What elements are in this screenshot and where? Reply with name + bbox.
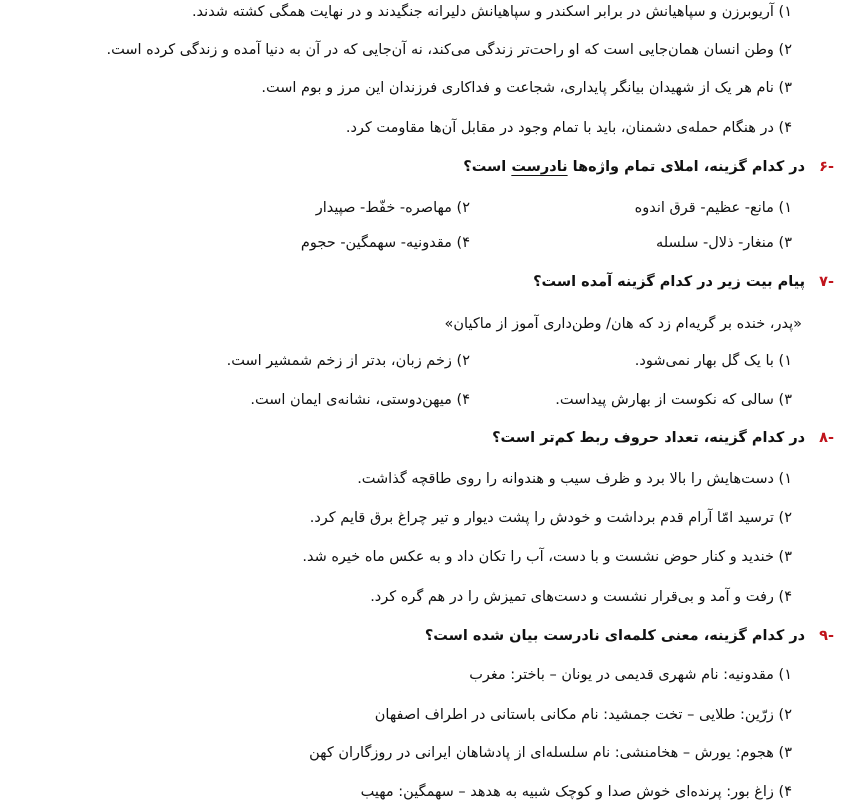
q9-option-4: ۴) زاغ بور: پرنده‌ای خوش صدا و کوچک شبیه به هدهد – سهمگین: مهیب [360,784,792,800]
question-number: -۹ [819,628,834,644]
q7-option-4: ۴) میهن‌دوستی، نشانه‌ی ایمان است. [250,392,470,408]
question-text: در کدام گزینه، املای تمام واژه‌ها [567,159,806,175]
q7-option-2: ۲) زخم زبان، بدتر از زخم شمشیر است. [226,353,470,369]
question-text: در کدام گزینه، تعداد حروف ربط کم‌تر است؟ [492,430,806,446]
q8-option-1: ۱) دست‌هایش را بالا برد و ظرف سیب و هندوانه را روی طاقچه گذاشت. [357,471,792,487]
q5-option-3: ۳) نام هر یک از شهیدان بیانگر پایداری، شجاعت و فداکاری فرزندان این مرز و بوم است. [261,80,792,96]
q7-quote: «پدر، خنده بر گریه‌ام زد که هان/ وطن‌داری آموز از ماکیان» [444,316,802,332]
q6-option-4: ۴) مقدونیه- سهمگین- حجوم [300,235,470,251]
q9-option-2: ۲) زرّین: طلایی – تخت جمشید: نام مکانی باستانی در اطراف اصفهان [374,707,792,723]
underlined-word: نادرست [511,159,568,175]
question-9 [425,626,834,646]
q7-option-3: ۳) سالی که نکوست از بهارش پیداست. [555,392,792,408]
q6-option-3: ۳) منغار- ذلال- سلسله [655,235,792,251]
q9-option-1: ۱) مقدونیه: نام شهری قدیمی در یونان – باختر: مغرب [469,667,792,683]
q8-option-3: ۳) خندید و کنار حوض نشست و با دست، آب را تکان داد و به عکس ماه خیره شد. [302,549,792,565]
q5-option-2: ۲) وطن انسان همان‌جایی است که او راحت‌تر زندگی می‌کند، نه آن‌جایی که در آن به دنیا آمده و زندگی کرده است. [106,42,792,58]
q6-option-2: ۲) مهاصره- خفّط- صپیدار [315,200,470,216]
question-text: در کدام گزینه، معنی کلمه‌ای نادرست بیان شده است؟ [424,628,806,644]
question-number: -۷ [819,274,834,290]
question-text: پیام بیت زیر در کدام گزینه آمده است؟ [533,274,806,290]
q5-option-1: ۱) آریوبرزن و سپاهیانش در برابر اسکندر و سپاهیانش دلیرانه جنگیدند و در نهایت همگی کشته شدند. [191,4,792,20]
question-number: -۶ [819,159,834,175]
q9-option-3: ۳) هجوم: یورش – هخامنشی: نام سلسله‌ای از پادشاهان ایرانی در روزگاران کهن [309,745,792,761]
q8-option-4: ۴) رفت و آمد و بی‌قرار نشست و دست‌های تمیزش را در هم گره کرد. [370,589,792,605]
question-number: -۸ [819,430,834,446]
q6-option-1: ۱) مانع- عظیم- قرق اندوه [634,200,792,216]
question-8 [492,428,834,448]
q7-option-1: ۱) با یک گل بهار نمی‌شود. [634,353,792,369]
question-text-end: است؟ [463,159,512,175]
question-7 [533,272,834,292]
q8-option-2: ۲) ترسید امّا آرام قدم برداشت و خودش را پشت دیوار و تیر چراغ برق قایم کرد. [309,510,792,526]
q5-option-4: ۴) در هنگام حمله‌ی دشمنان، باید با تمام وجود در مقابل آن‌ها مقاومت کرد. [345,120,792,136]
question-6 [463,157,834,177]
